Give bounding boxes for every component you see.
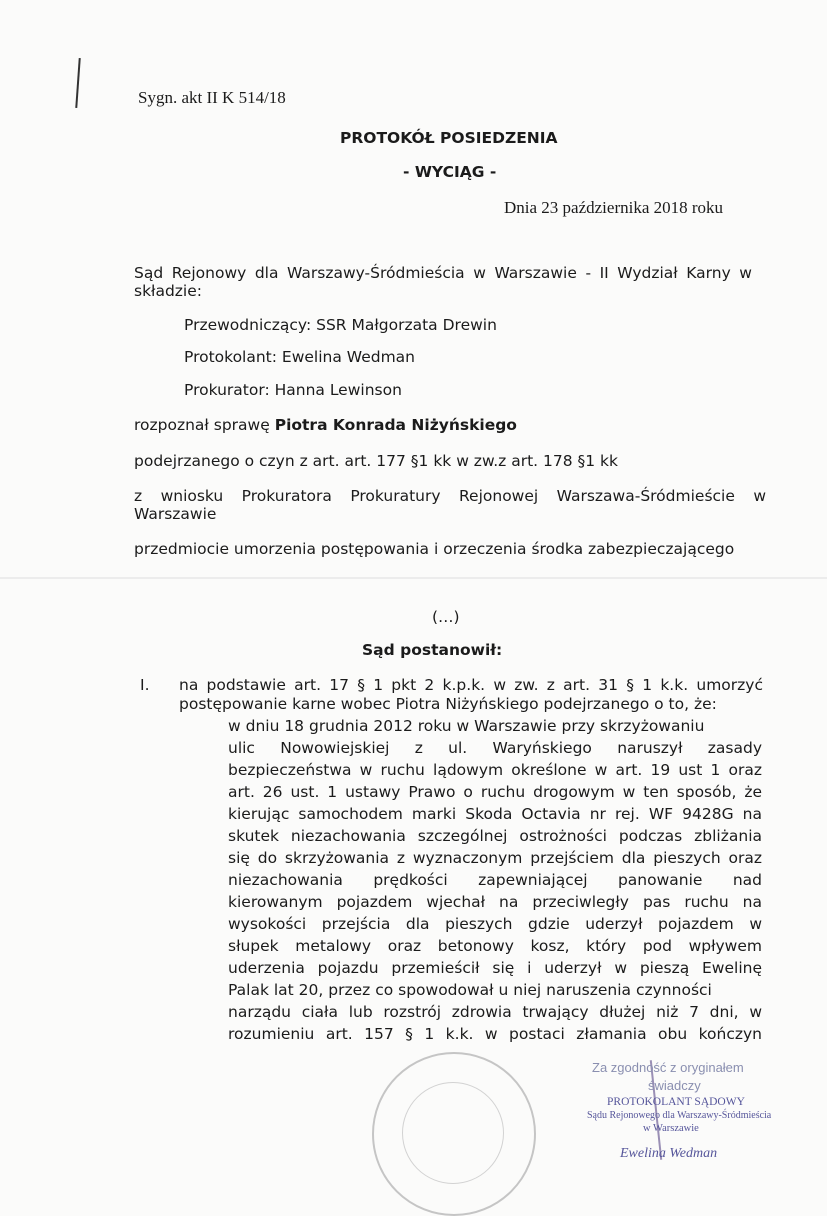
case-number: Sygn. akt II K 514/18: [138, 88, 286, 107]
clerk-stamp-city: w Warszawie: [643, 1123, 699, 1134]
decision-line-1: na podstawie art. 17 § 1 pkt 2 k.p.k. w zw. z art. 31 § 1 k.k. umorzyć: [179, 676, 763, 694]
decision-line-2: postępowanie karne wobec Piotra Niżyńskiego podejrzanego o to, że:: [179, 695, 717, 713]
hearing-date: Dnia 23 października 2018 roku: [504, 198, 724, 217]
clerk-stamp-role: PROTOKOLANT SĄDOWY: [607, 1096, 745, 1108]
document-title: PROTOKÓŁ POSIEDZENIA: [340, 129, 558, 147]
case-examined-prefix: rozpoznał sprawę: [134, 416, 275, 434]
body-line: Palak lat 20, przez co spowodował u niej naruszenia czynności: [228, 981, 712, 999]
paper-fold-line: [0, 577, 827, 579]
motion-line-1: z wniosku Prokuratora Prokuratury Rejonowej Warszawa-Śródmieście w: [134, 487, 766, 505]
body-line: wysokości przejścia dla pieszych gdzie uderzył pojazdem w: [228, 915, 762, 933]
body-line: kierowanym pojazdem wjechał na przeciwległy pas ruchu na: [228, 893, 762, 911]
body-line: ulic Nowowiejskiej z ul. Waryńskiego naruszył zasady: [228, 739, 762, 757]
body-line: narządu ciała lub rozstrój zdrowia trwający dłużej niż 7 dni, w: [228, 1003, 762, 1021]
margin-pen-mark: [75, 58, 80, 108]
clerk-signature: Ewelina Wedman: [620, 1146, 718, 1161]
body-line: kierując samochodem marki Skoda Octavia nr rej. WF 9428G na: [228, 805, 762, 823]
body-line: skutek niezachowania szczególnej ostrożności podczas zbliżania: [228, 827, 762, 845]
body-line: w dniu 18 grudnia 2012 roku w Warszawie przy skrzyżowaniu: [228, 717, 705, 735]
proceeding-subject: przedmiocie umorzenia postępowania i orzeczenia środka zabezpieczającego: [134, 540, 735, 558]
body-line: słupek metalowy oraz betonowy kosz, który pod wpływem: [228, 937, 762, 955]
court-name-line: Sąd Rejonowy dla Warszawy-Śródmieścia w Warszawie - II Wydział Karny w: [134, 264, 752, 282]
conformity-stamp-text: Za zgodność z oryginałem: [592, 1060, 744, 1075]
charge-line: podejrzanego o czyn z art. art. 177 §1 kk w zw.z art. 178 §1 kk: [134, 452, 618, 470]
prosecutor: Prokurator: Hanna Lewinson: [184, 381, 402, 399]
clerk-stamp-court: Sądu Rejonowego dla Warszawy-Śródmieścia: [587, 1110, 772, 1121]
attest-stamp-text: świadczy: [648, 1078, 701, 1093]
court-clerk: Protokolant: Ewelina Wedman: [184, 348, 415, 366]
case-examined-line: [134, 416, 517, 434]
body-line: art. 26 ust. 1 ustawy Prawo o ruchu drogowym w ten sposób, że: [228, 783, 762, 801]
body-line: rozumieniu art. 157 § 1 k.k. w postaci złamania obu kończyn: [228, 1025, 762, 1043]
court-composition-label: składzie:: [134, 282, 202, 300]
decision-item-number: I.: [140, 676, 150, 694]
body-line: bezpieczeństwa w ruchu lądowym określone w art. 19 ust 1 oraz: [228, 761, 762, 779]
body-line: się do skrzyżowania z wyznaczonym przejściem dla pieszych oraz: [228, 849, 762, 867]
motion-line-2: Warszawie: [134, 505, 217, 523]
decision-heading: Sąd postanowił:: [362, 641, 503, 659]
body-line: uderzenia pojazdu przemieścił się i uderzył w pieszą Ewelinę: [228, 959, 762, 977]
body-line: niezachowania prędkości zapewniającej panowanie nad: [228, 871, 762, 889]
presiding-judge: Przewodniczący: SSR Małgorzata Drewin: [184, 316, 497, 334]
defendant-name: Piotra Konrada Niżyńskiego: [274, 416, 517, 434]
omission-mark: (…): [432, 608, 460, 626]
document-subtitle: - WYCIĄG -: [403, 163, 497, 181]
